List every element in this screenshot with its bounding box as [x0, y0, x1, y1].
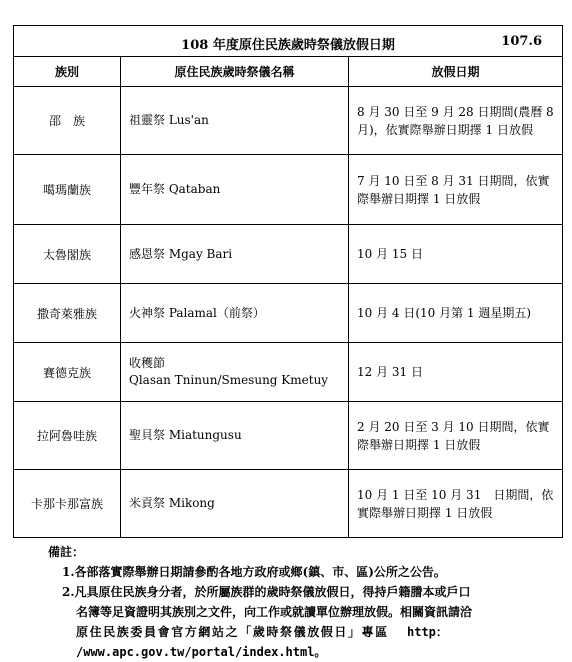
column-header-tribe: 族別 — [14, 57, 121, 87]
ceremony-name — [121, 343, 349, 402]
holiday-date — [349, 343, 563, 402]
column-header-ceremony: 原住民族歲時祭儀名稱 — [121, 57, 349, 87]
column-header-holiday: 放假日期 — [349, 57, 563, 87]
ceremony-line: Qlasan Tninun/Smesung Kmetuy — [129, 373, 329, 387]
holiday-line: 10 月 15 日 — [357, 247, 423, 261]
holiday-line: 2 月 20 日至 3 月 10 日期間，依實 — [357, 419, 550, 434]
table-row — [14, 402, 563, 470]
note-url-link[interactable]: /www.apc.gov.tw/portal/index.html。 — [76, 645, 327, 659]
note-item-2-line — [76, 622, 548, 642]
note-item-1: 1.各部落實際舉辦日期請參酌各地方政府或鄉(鎮、市、區)公所之公告。 — [62, 565, 446, 579]
tribe-name: 撒奇萊雅族 — [14, 284, 121, 343]
table-title: 108 年度原住民族歲時祭儀放假日期 — [181, 38, 395, 53]
note-website-text: 原住民族委員會官方網站之「歲時祭儀放假日」專區 — [76, 625, 389, 639]
table-row — [14, 284, 563, 343]
tribe-name: 拉阿魯哇族 — [14, 402, 121, 470]
holiday-date — [349, 225, 563, 284]
table-row — [14, 343, 563, 402]
holiday-date — [349, 87, 563, 155]
ceremony-name — [121, 470, 349, 538]
ceremony-name — [121, 225, 349, 284]
tribe-name: 太魯閣族 — [14, 225, 121, 284]
ceremony-line: 收穫節 — [129, 356, 166, 370]
holiday-line: 實際舉辦日期擇 1 日放假 — [357, 505, 493, 520]
tribe-name: 噶瑪蘭族 — [14, 155, 121, 225]
ceremony-line: 豐年祭 Qataban — [129, 182, 221, 196]
holiday-date — [349, 284, 563, 343]
notes-title: 備註： — [48, 545, 85, 559]
note-item-2-line: 名簿等足資證明其族別之文件，向工作或就讀單位辦理放假。相關資訊請洽 — [76, 605, 473, 619]
ceremony-line: 聖貝祭 Miatungusu — [129, 428, 242, 442]
tribe-name: 邵 族 — [14, 87, 121, 155]
table-row — [14, 155, 563, 225]
holiday-line: 12 月 31 日 — [357, 365, 423, 379]
holiday-table — [13, 25, 563, 538]
table-row — [14, 225, 563, 284]
holiday-date — [349, 470, 563, 538]
holiday-date — [349, 155, 563, 225]
table-row — [14, 87, 563, 155]
header-row — [14, 57, 563, 87]
ceremony-name — [121, 402, 349, 470]
ceremony-line: 感恩祭 Mgay Bari — [129, 246, 233, 261]
ceremony-name — [121, 87, 349, 155]
tribe-name: 賽德克族 — [14, 343, 121, 402]
holiday-date — [349, 402, 563, 470]
holiday-line: 際舉辦日期擇 1 日放假 — [357, 191, 481, 206]
ceremony-name — [121, 284, 349, 343]
version-date: 107.6 — [501, 34, 543, 49]
holiday-line: 10 月 1 日至 10 月 31 日期間，依 — [357, 487, 554, 502]
holiday-line: 10 月 4 日(10 月第 1 週星期五) — [357, 306, 532, 320]
ceremony-line: 火神祭 Palamal（前祭） — [129, 305, 265, 320]
holiday-line: 月)，依實際舉辦日期擇 1 日放假 — [357, 122, 533, 137]
table-row — [14, 470, 563, 538]
note-item-2-line: 2.凡具原住民族身分者，於所屬族群的歲時祭儀放假日，得持戶籍謄本或戶口 — [62, 585, 471, 599]
ceremony-line: 米貢祭 Mikong — [129, 496, 215, 510]
ceremony-line: 祖靈祭 Lus'an — [129, 113, 209, 127]
ceremony-name — [121, 155, 349, 225]
holiday-line: 8 月 30 日至 9 月 28 日期間(農曆 8 — [357, 104, 554, 119]
title-row — [14, 26, 563, 57]
holiday-line: 際舉辦日期擇 1 日放假 — [357, 437, 481, 452]
note-url-start[interactable]: http： — [407, 625, 448, 639]
notes-section — [48, 542, 548, 662]
tribe-name: 卡那卡那富族 — [14, 470, 121, 538]
holiday-line: 7 月 10 日至 8 月 31 日期間，依實 — [357, 173, 550, 188]
